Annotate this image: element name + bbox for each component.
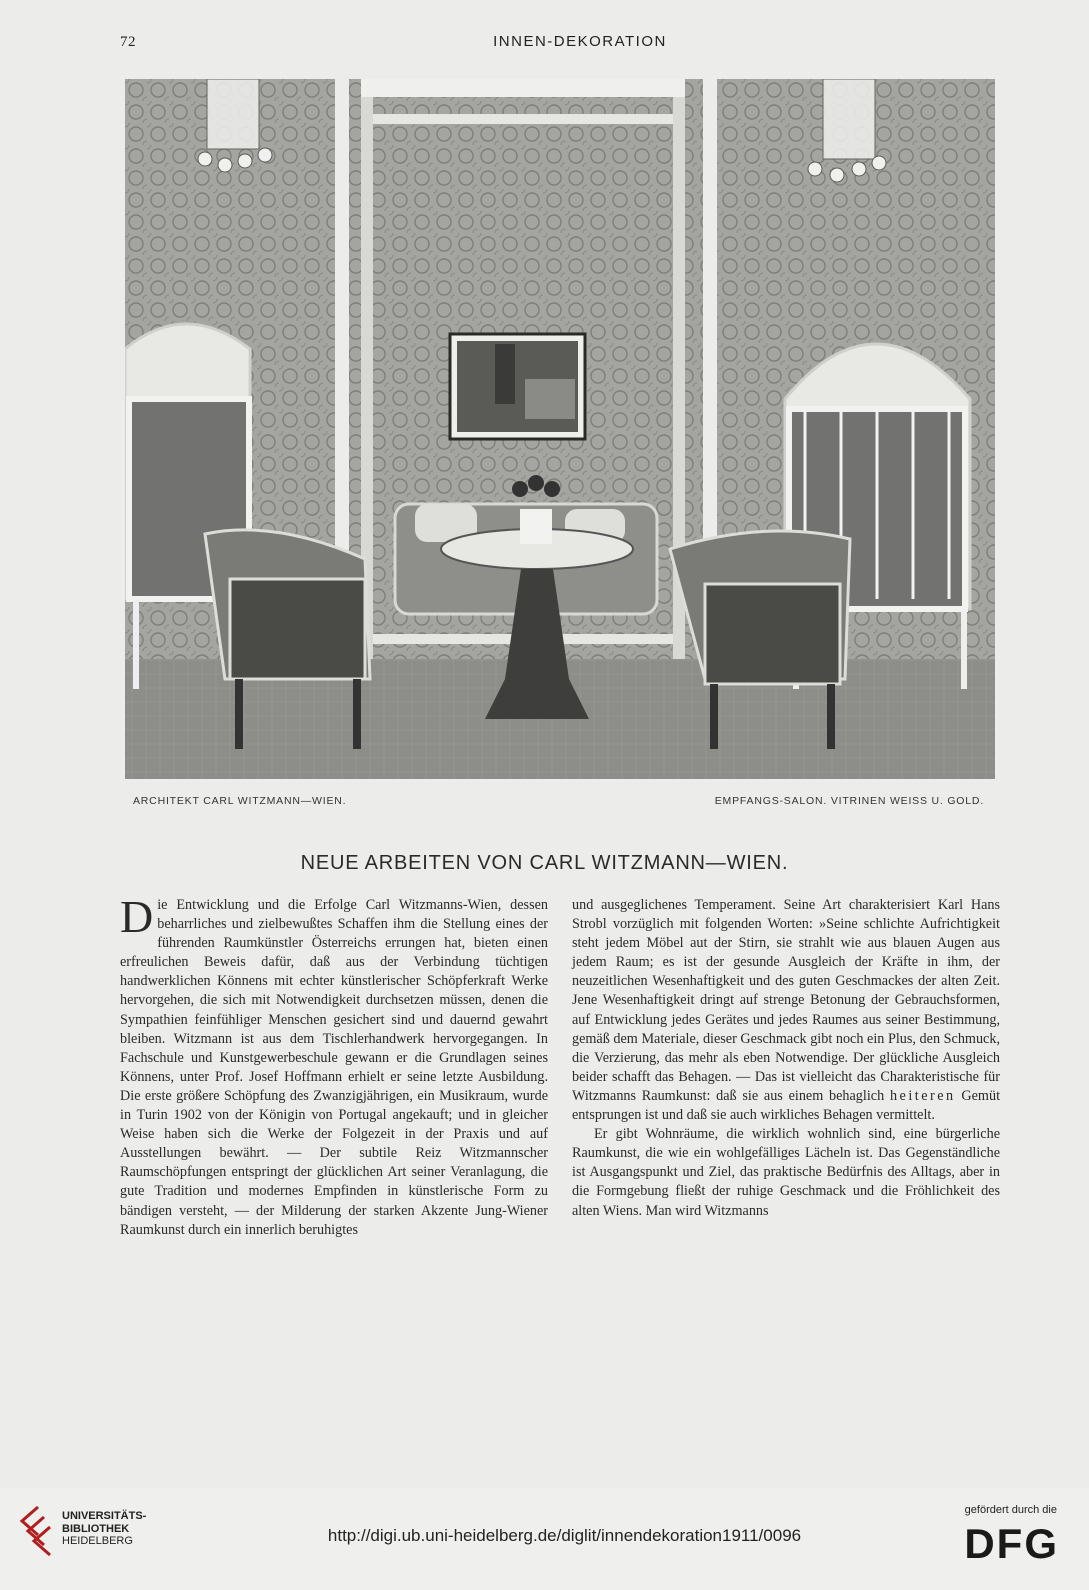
running-title: INNEN-DEKORATION: [493, 33, 667, 50]
caption-room: EMPFANGS-SALON. VITRINEN WEISS U. GOLD.: [714, 795, 984, 807]
paragraph-text: Gemüt entsprungen ist und daß sie auch wirkliches Behagen vermittelt.: [572, 1087, 1001, 1124]
article-title: NEUE ARBEITEN VON CARL WITZMANN—WIEN.: [300, 852, 789, 874]
source-url-link[interactable]: http://digi.ub.uni-heidelberg.de/diglit/innendekoration1911/0096: [327, 1526, 802, 1545]
paragraph-text: und ausgeglichenes Temperament. Seine Art charakterisiert Karl Hans Strobl vorzüglich mit folgenden Worten: »Seine schlichte Aufrichtigkeit steht jedem Möbel aut der Stirn, sie strahlt wie aus blauen Augen aus jedem Raum; es ist der gesunde Ausgleich der Kräfte in ihm, der neuzeitlichen Wesenhaftigkeit und des guten Geschmackes der alten Zeit. Jene Wesenhaftigkeit dringt auf strenge Betonung der Gebrauchsformen, auf Entwicklung jedes Gerätes und jedes Raumes aus seiner Bestimmung, gemäß dem Materiale, dieser Geschmack gibt noch ein Plus, den Schmuck, die Verzierung, das mehr als eben Notwendige. Der glückliche Ausgleich beider schafft das Behagen. — Das ist vielleicht das Charakteristische für Witzmanns Raumkunst: daß sie aus einem behaglich: [572, 897, 1000, 1104]
library-name: UNIVERSITÄTS- BIBLIOTHEK HEIDELBERG: [62, 1510, 147, 1547]
text-column-right: [572, 896, 1000, 1221]
funding-label: gefördert durch die: [964, 1504, 1057, 1516]
caption-architect: ARCHITEKT CARL WITZMANN—WIEN.: [133, 795, 347, 807]
paragraph-text: ie Entwicklung und die Erfolge Carl Witzmanns-Wien, dessen beharrliches und zielbewußtes Schaffen ihm die Stellung eines der führenden Raumkünstler Österreichs errungen hat, bieten einen erfreulichen Beweis dafür, daß aus der Verbindung tüchtigen handwerklichen Könnens mit echter künstlerischer Schöpferkraft Werke hervorgehen, die sich mit Notwendigkeit durchsetzen müssen, denen die Sympathien feinfühliger Menschen gesichert sind und dauernd gewahrt bleiben. Witzmann ist aus dem Tischlerhandwerk hervorgegangen. In Fachschule und Kunstgewerbeschule gewann er die Grundlagen seines Könnens, unter Prof. Josef Hoffmann erhielt er seine letzte Ausbildung. Die erste größere Schöpfung des Zwanzigjährigen, ein Musikraum, wurde in Turin 1902 von der Königin von Portugal angekauft; und in gleicher Weise haben sich die Werke der Folgezeit in der Praxis und auf Ausstellungen bewährt. — Der subtile Reiz Witzmannscher Raumschöpfungen entspringt der glücklichen Art seiner Veranlagung, die gute Tradition und modernes Empfinden in künstlerische Form zu bändigen versteht, — der Milderung der starken Akzente Jung-Wiener Raumkunst durch ein innerlich beruhigtes: [120, 897, 548, 1238]
page-number: 72: [120, 34, 136, 50]
text-column-left: [120, 891, 548, 1240]
emphasized-word: heiteren: [889, 1087, 956, 1104]
interior-photograph: [125, 79, 995, 779]
drop-cap: D: [120, 891, 154, 942]
paragraph-text: Er gibt Wohnräume, die wirklich wohnlich sind, eine bürgerliche Raumkunst, die wie ein wohlgefälliges Lächeln ist. Das Gegenständliche ist Ausgangspunkt und Ziel, das praktische Bedürfnis des Alltags, aber in die Formgebung fließt der ruhige Geschmack und die Fröhlichkeit des alten Wiens. Man wird Witzmanns: [572, 1126, 1000, 1219]
dfg-logo: DFG: [964, 1520, 1059, 1567]
